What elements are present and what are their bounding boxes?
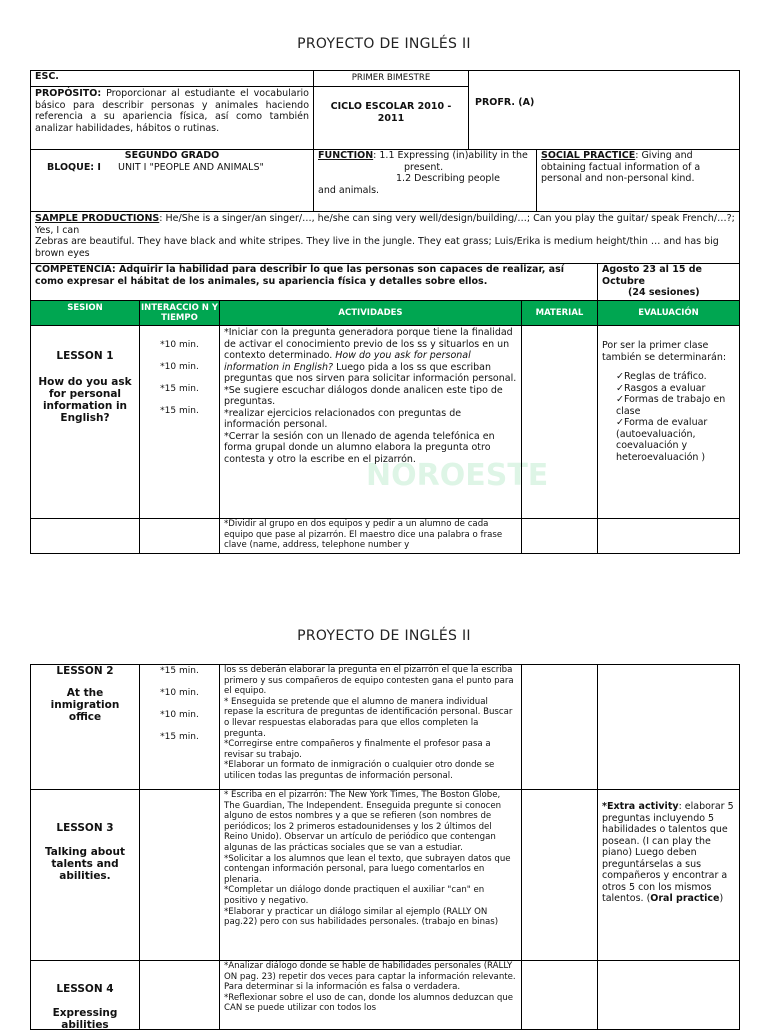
function-text-2: present. — [404, 161, 444, 173]
competency-cell — [30, 263, 598, 301]
social-text: : Giving and obtaining factual information of a personal and non-personal kind. — [541, 150, 701, 184]
time-item: *10 min. — [160, 710, 199, 720]
period-cell: PRIMER BIMESTRE — [313, 70, 469, 87]
unit-label: UNIT I "PEOPLE AND ANIMALS" — [117, 161, 264, 173]
purpose-cell — [30, 86, 314, 150]
time-item: *10 min. — [160, 340, 199, 350]
lesson-3-material — [521, 789, 598, 961]
header-activities: ACTIVIDADES — [219, 300, 522, 326]
sessions-text: (24 sesiones) — [628, 287, 700, 298]
lesson-3-evaluation — [597, 789, 740, 961]
evaluation-item: ✓ Forma de evaluar (autoevaluación, coevaluación y heteroevaluación ) — [616, 417, 735, 463]
watermark-text: NOROESTE — [366, 458, 549, 493]
teacher-label: PROFR. (A) — [475, 97, 535, 108]
empty-evaluation-cell — [597, 518, 740, 554]
lesson-4-session — [30, 960, 140, 1030]
evaluation-item: ✓ Rasgos a evaluar — [616, 383, 735, 395]
function-text-4: and animals. — [318, 184, 380, 196]
time-item: *10 min. — [160, 362, 199, 372]
sample-text-1: : He/She is a singer/an singer/…, he/she can sing very well/design/building/…; Can you play the guitar/ speak French/…?; Yes, I can — [35, 213, 735, 236]
lesson-4-name: LESSON 4 — [56, 983, 114, 995]
grade-label: SEGUNDO GRADO — [124, 150, 220, 161]
extra-activity-label: *Extra activity — [602, 801, 679, 812]
lesson-1-session — [30, 325, 140, 519]
lesson-4-times — [139, 960, 220, 1030]
empty-session-cell — [30, 518, 140, 554]
lesson-4-evaluation — [597, 960, 740, 1030]
empty-material-cell — [521, 518, 598, 554]
time-item: *10 min. — [160, 688, 199, 698]
function-cell — [313, 149, 537, 212]
function-text-3: 1.2 Describing people — [396, 173, 500, 184]
generating-question: How do you ask for personal information in English? — [224, 350, 471, 373]
lesson-4-material — [521, 960, 598, 1030]
time-item: *15 min. — [160, 406, 199, 416]
lesson-4-activities: *Analizar diálogo donde se hable de habilidades personales (RALLY ON pag. 23) repetir dos veces para captar la información relevante. Para determinar si la información es falsa o verdadera. *Reflexionar sobre el uso de can, donde los alumnos deduzcan que CAN se puede utilizar con todos los — [219, 960, 522, 1030]
lesson-2-times — [139, 664, 220, 790]
lesson-4-topic: Expressing abilities — [52, 1007, 118, 1030]
lesson-1-times — [139, 325, 220, 519]
competency-label: COMPETENCIA: — [35, 264, 116, 275]
school-field — [30, 70, 314, 87]
sample-productions — [30, 211, 740, 264]
header-interaction: INTERACCIO N Y TIEMPO — [139, 300, 220, 326]
lesson-1-activities — [219, 325, 522, 519]
empty-time-cell — [139, 518, 220, 554]
lesson-1-name: LESSON 1 — [56, 350, 114, 362]
activity-text: *realizar ejercicios relacionados con preguntas de información personal. — [224, 407, 462, 430]
time-item: *15 min. — [160, 384, 199, 394]
dates-text: Agosto 23 al 15 de Octubre — [602, 264, 702, 287]
lesson-3-activities: * Escriba en el pizarrón: The New York Times, The Boston Globe, The Guardian, The Independent. Enseguida pregunte si conocen alguno de estos nombres y a que se refieren (son nombres de periódicos; los 2 primeros estadounidenses y los 2 últimos del Reino Unido). Observar un artículo de periódico que contengan algunas de las prácticas sociales que se van a estudiar. *Solicitar a los alumnos que lean el texto, que subrayen datos que contengan información personal, para luego comentarlos en plenaria. *Completar un diálogo donde practiquen el auxiliar "can" en positivo y negativo. *Elaborar y practicar un diálogo similar al ejemplo (RALLY ON pag.22) pero con sus habilidades personales. (trabajo en binas) — [219, 789, 522, 961]
oral-practice-label: Oral practice — [650, 893, 720, 904]
social-practice-cell — [536, 149, 740, 212]
lesson-2-material — [521, 664, 598, 790]
lesson-1-question: How do you ask for personal information in English? — [38, 376, 132, 424]
lesson-2-activities: los ss deberán elaborar la pregunta en el pizarrón el que la escriba primero y sus compañeros de equipo contesten gana el punto para el equipo. * Enseguida se pretende que el alumno de manera individual repase la escritura de preguntas de identificación personal. Buscar o llevar respuestas elaboradas para que ellos completen la pregunta. *Corregirse entre compañeros y finalmente el profesor pasa a revisar su trabajo. *Elaborar un formato de inmigración o cualquier otro donde se utilicen todas las preguntas de información personal. — [219, 664, 522, 790]
social-label: SOCIAL PRACTICE — [541, 150, 636, 161]
evaluation-item: ✓ Reglas de tráfico. — [616, 371, 735, 383]
activity-text: *Cerrar la sesión con un llenado de agenda telefónica en forma grupal donde un alumno elabora la pregunta otro contesta y otro la escribe en el pizarrón. — [224, 430, 495, 465]
grade-cell — [30, 149, 314, 212]
lesson-2-topic: At the inmigration office — [50, 687, 120, 723]
lesson-2-session — [30, 664, 140, 790]
lesson-2-name: LESSON 2 — [56, 665, 114, 677]
purpose-label: PROPÓSITO: — [35, 88, 102, 99]
activity-text: *Iniciar con la pregunta generadora porque tiene la finalidad de activar el conocimiento previo de los ss y situarlos en un contexto determinado. — [224, 327, 513, 361]
activity-text: *Se sugiere escuchar diálogos donde analicen este tipo de preguntas. — [224, 384, 503, 407]
competency-text: Adquirir la habilidad para describir lo que las personas son capaces de realizar, así como expresar el hábitat de los animales, su apariencia física y detalles sobre ellos. — [35, 264, 564, 287]
lesson-2-evaluation — [597, 664, 740, 790]
time-item: *15 min. — [160, 666, 199, 676]
function-label: FUNCTION — [318, 150, 374, 161]
evaluation-item: ✓ Formas de trabajo en clase — [616, 394, 735, 417]
lesson-1-evaluation — [597, 325, 740, 519]
lesson-1-material — [521, 325, 598, 519]
continued-activities: *Dividir al grupo en dos equipos y pedir a un alumno de cada equipo que pase al pizarrón. El maestro dice una palabra o frase clave (name, address, telephone number y — [219, 518, 522, 554]
lesson-3-session — [30, 789, 140, 961]
lesson-3-times — [139, 789, 220, 961]
evaluation-intro: Por ser la primer clase también se determinarán: — [602, 340, 727, 363]
sample-text-2: Zebras are beautiful. They have black and white stripes. They live in the jungle. They eat grass; Luis/Erika is medium height/thin … and has big brown eyes — [35, 236, 719, 259]
block-label: BLOQUE: I — [47, 161, 101, 173]
school-year: CICLO ESCOLAR 2010 - 2011 — [313, 86, 469, 150]
function-text-1: : 1.1 Expressing (in)ability in the — [373, 150, 528, 161]
teacher-cell — [468, 70, 740, 150]
time-item: *15 min. — [160, 732, 199, 742]
esc-label: ESC. — [35, 71, 59, 82]
purpose-text: Proporcionar al estudiante el vocabulario básico para describir personas y animales haciendo referencia a su apariencia física, así como también analizar habilidades, hábitos o rutinas. — [35, 88, 309, 134]
sample-label: SAMPLE PRODUCTIONS — [35, 213, 160, 224]
page-title: PROYECTO DE INGLÉS II — [297, 36, 471, 52]
header-session: SESION — [30, 300, 140, 326]
activity-text: Luego pida a los ss que escriban preguntas que nos sirven para solicitar información personal. — [224, 361, 517, 384]
page-title: PROYECTO DE INGLÉS II — [297, 628, 471, 644]
lesson-3-topic: Talking about talents and abilities. — [44, 846, 126, 882]
header-material: MATERIAL — [521, 300, 598, 326]
dates-cell — [597, 263, 740, 301]
lesson-3-name: LESSON 3 — [56, 822, 114, 834]
extra-activity-text: : elaborar 5 preguntas incluyendo 5 habilidades o talentos que posean. (I can play the piano) Luego deben preguntárselas a sus compañeros y encontrar a otros 5 con los mismos talentos. ( — [602, 801, 734, 904]
extra-activity-end: ) — [719, 893, 724, 904]
header-evaluation: EVALUACIÓN — [597, 300, 740, 326]
